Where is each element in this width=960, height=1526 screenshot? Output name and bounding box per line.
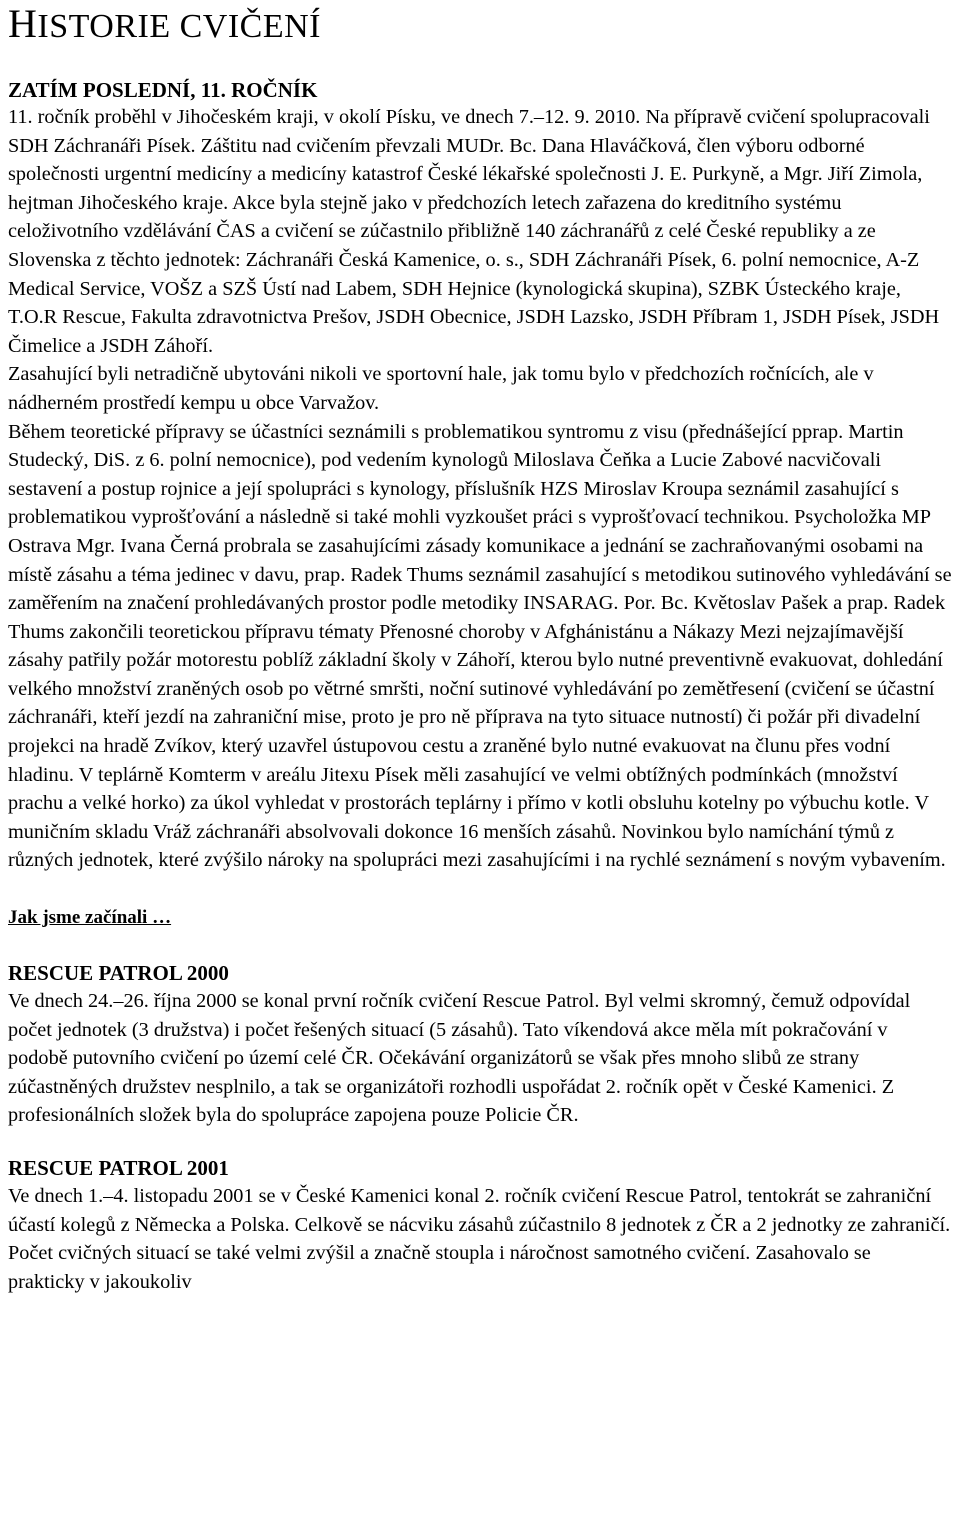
rescue-patrol-2000-heading: RESCUE PATROL 2000 [8,961,229,986]
latest-paragraph-2: Zasahující byli netradičně ubytováni nikoli ve sportovní hale, jak tomu bylo v předchozích ročnících, ale v nádherném prostředí kempu u obce Varvažov. [8,363,874,414]
latest-section [8,77,952,875]
rescue-patrol-2001-heading: RESCUE PATROL 2001 [8,1156,229,1180]
rescue-patrol-2001-paragraph: Ve dnech 1.–4. listopadu 2001 se v České Kamenici konal 2. ročník cvičení Rescue Patrol, tentokrát se zahraniční účastí kolegů z Německa a Polska. Celkově se nácviku zásahů zúčastnilo 8 jednotek z ČR a 2 jednotky ze zahraničí. Počet cvičných situací se také velmi zvýšil a značně stoupla i náročnost samotného cvičení. Zasahovalo se prakticky v jakoukoliv [8,1185,951,1293]
page-title-rest: ISTORIE CVIČENÍ [37,8,321,45]
rescue-patrol-2001-section [8,1154,952,1296]
rescue-patrol-2000-section [8,959,952,1130]
latest-paragraph-1: 11. ročník proběhl v Jihočeském kraji, v okolí Písku, ve dnech 7.–12. 9. 2010. Na přípravě cvičení spolupracovali SDH Záchranáři Písek. Záštitu nad cvičením převzali MUDr. Bc. Dana Hlaváčková, člen výboru odborné společnosti urgentní medicíny a medicíny katastrof České lékařské společnosti J. E. Purkyně, a Mgr. Jiří Zimola, hejtman Jihočeského kraje. Akce byla stejně jako v předchozích letech zařazena do kreditního systému celoživotního vzdělávání ČAS a cvičení se zúčastnilo přibližně 140 záchranářů z celé České republiky a ze Slovenska z těchto jednotek: Záchranáři Česká Kamenice, o. s., SDH Záchranáři Písek, 6. polní nemocnice, A-Z Medical Service, VOŠZ a SZŠ Ústí nad Labem, SDH Hejnice (kynologická skupina), SZBK Ústeckého kraje, T.O.R Rescue, Fakulta zdravotnictva Prešov, JSDH Obecnice, JSDH Lazsko, JSDH Příbram 1, JSDH Písek, JSDH Čimelice a JSDH Záhoří. [8,106,940,357]
latest-heading: ZATÍM POSLEDNÍ, 11. ROČNÍK [8,78,318,102]
beginnings-link[interactable]: Jak jsme začínali … [8,907,172,929]
rescue-patrol-2000-paragraph: Ve dnech 24.–26. října 2000 se konal první ročník cvičení Rescue Patrol. Byl velmi skromný, čemuž odpovídal počet jednotek (3 družstva) i počet řešených situací (5 zásahů). Tato víkendová akce měla mít pokračování v podobě putovního cvičení po území celé ČR. Očekávání organizátorů se však přes mnoho slibů ze strany zúčastněných družstev nesplnilo, a tak se organizátoři rozhodli uspořádat 2. ročník opět v České Kamenici. Z profesionálních složek byla do spolupráce zapojena pouze Policie ČR. [8,990,911,1127]
latest-paragraph-3: Během teoretické přípravy se účastníci seznámili s problematikou syntromu z visu (přednášející pprap. Martin Studecký, DiS. z 6. polní nemocnice), pod vedením kynologů Miloslava Čeňka a Lucie Zabové nacvičovali sestavení a postup rojnice a její spolupráci s kynology, příslušník HZS Miroslav Kroupa seznámil zasahující s problematikou vyprošťování a následně si také mohli vyzkoušet práci s vyprošťovací technikou. Psycholožka MP Ostrava Mgr. Ivana Černá probrala se zasahujícími zásady komunikace a jednání se zachraňovanými osobami na místě zásahu a téma jedinec v davu, prap. Radek Thums seznámil zasahující s metodikou sutinového vyhledávání se zaměřením na značení prohledávaných prostor podle metodiky INSARAG. Por. Bc. Květoslav Pašek a prap. Radek Thums zakončili teoretickou přípravu tématy Přenosné choroby v Afghánistánu a Nákazy Mezi nejzajímavější zásahy patřily požár motorestu poblíž základní školy v Záhoří, kterou bylo nutné preventivně evakuovat, dohledání velkého množství zraněných osob po větrné smršti, noční sutinové vyhledávání po zemětřesení (cvičení se účastní záchranáři, kteří jezdí na zahraniční mise, proto je pro ně příprava na tyto situace nutností) či požár při divadelní projekci na hradě Zvíkov, který uzavřel ústupovou cestu a zraněné bylo nutné evakuovat na člunu přes vodní hladinu. V teplárně Komterm v areálu Jitexu Písek měli zasahující ve velmi obtížných podmínkách (množství prachu a velké horko) za úkol vyhledat v prostorách teplárny i přímo v kotli obsluhu kotelny po výbuchu kotle. V muničním skladu Vráž záchranáři absolvovali dokonce 16 menších zásahů. Novinkou bylo namíchání týmů z různých jednotek, které zvýšilo nároky na spolupráci mezi zasahujícími i na rychlé seznámení s novým vybavením. [8,420,952,872]
page-title-initial: H [8,1,38,46]
page-title [8,0,952,47]
